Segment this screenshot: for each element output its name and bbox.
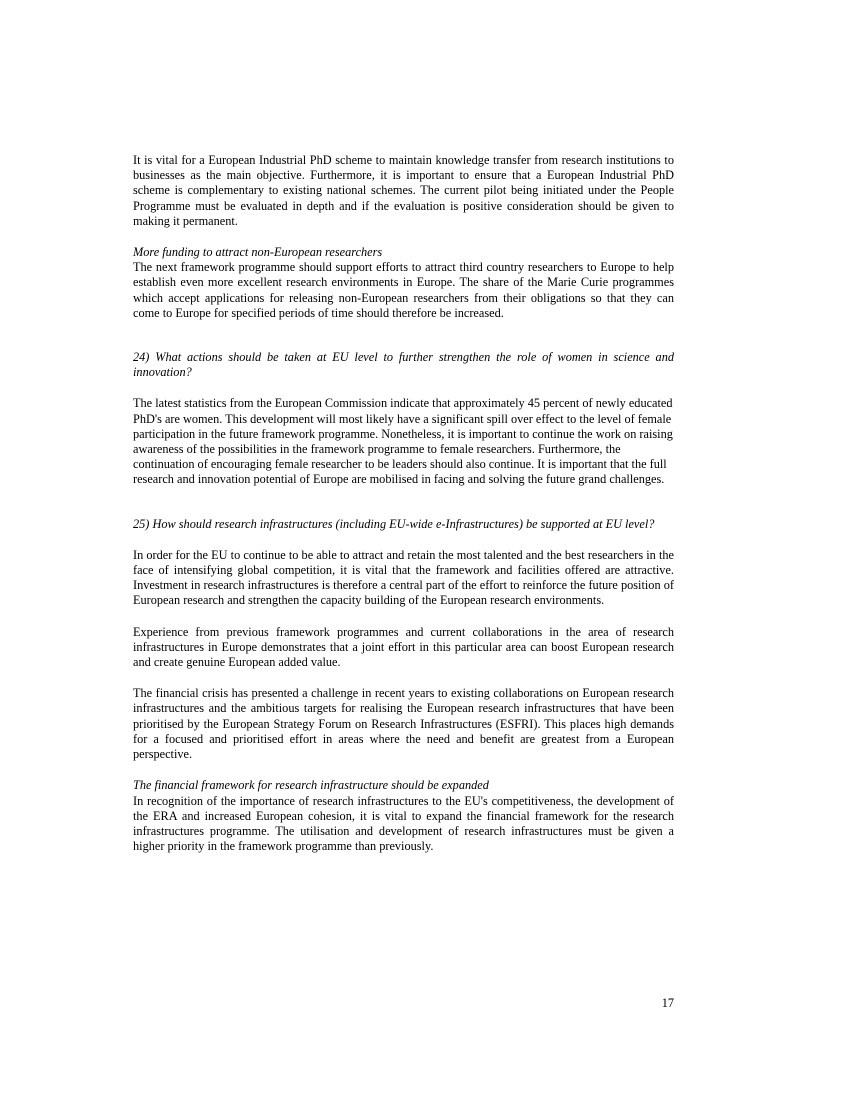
paragraph-research-infrastructure-priority: In recognition of the importance of research infrastructures to the EU's competitiveness, the development of the ERA and increased European cohesion, it is vital to expand the financial framework for the research infrastructures programme. The utilisation and development of research infrastructures must be given a higher priority in the framework programme than previously.	[133, 793, 674, 854]
spacer	[133, 670, 674, 686]
spacer	[133, 380, 674, 396]
paragraph-attract-talent: In order for the EU to continue to be able to attract and retain the most talented and the best researchers in the face of intensifying global competition, it is vital that the framework and facilities offered are attractive. Investment in research infrastructures is therefore a central part of the effort to reinforce the future position of European research and strengthen the capacity building of the European research environments.	[133, 547, 674, 608]
document-page	[133, 153, 674, 854]
question-24: 24) What actions should be taken at EU level to further strengthen the role of women in science and innovation?	[133, 350, 674, 380]
spacer	[133, 762, 674, 778]
paragraph-women-in-science: The latest statistics from the European Commission indicate that approximately 45 percent of newly educated PhD's are women. This development will most likely have a significant spill over effect to the level of female participation in the future framework programme. Nonetheless, it is important to continue the work on raising awareness of the possibilities in the framework programme to female researchers. Furthermore, the continuation of encouraging female researcher to be leaders should also continue. It is important that the full research and innovation potential of Europe are mobilised in facing and solving the future grand challenges.	[133, 396, 673, 487]
spacer	[133, 488, 674, 517]
paragraph-financial-crisis: The financial crisis has presented a challenge in recent years to existing collaborations on European research infrastructures and the ambitious targets for realising the European research infrastructures that have been prioritised by the European Strategy Forum on Research Infrastructures (ESFRI). This places high demands for a focused and prioritised effort in areas where the need and benefit are greatest from a European perspective.	[133, 686, 674, 762]
spacer	[133, 609, 674, 625]
paragraph-previous-programmes: Experience from previous framework programmes and current collaborations in the area of research infrastructures in Europe demonstrates that a joint effort in this particular area can boost European research and create genuine European added value.	[133, 624, 674, 670]
spacer	[133, 229, 674, 245]
paragraph-industrial-phd: It is vital for a European Industrial PhD scheme to maintain knowledge transfer from research institutions to businesses as the main objective. Furthermore, it is important to ensure that a European Industrial PhD scheme is complementary to existing national schemes. The current pilot being initiated under the People Programme must be evaluated in depth and if the evaluation is positive consideration should be given to making it permanent.	[133, 153, 674, 228]
paragraph-third-country-researchers: The next framework programme should support efforts to attract third country researchers to Europe to help establish even more excellent research environments in Europe. The share of the Marie Curie programmes which accept applications for releasing non-European researchers from their obligations so that they can come to Europe for specified periods of time should therefore be increased.	[133, 260, 674, 320]
subheading-financial-framework: The financial framework for research infrastructure should be expanded	[133, 778, 489, 793]
page-number: 17	[661, 996, 674, 1010]
spacer	[133, 321, 674, 350]
subheading-non-european-researchers: More funding to attract non-European researchers	[133, 245, 383, 260]
question-25: 25) How should research infrastructures (including EU-wide e-Infrastructures) be supported at EU level?	[133, 516, 655, 531]
spacer	[133, 532, 674, 548]
